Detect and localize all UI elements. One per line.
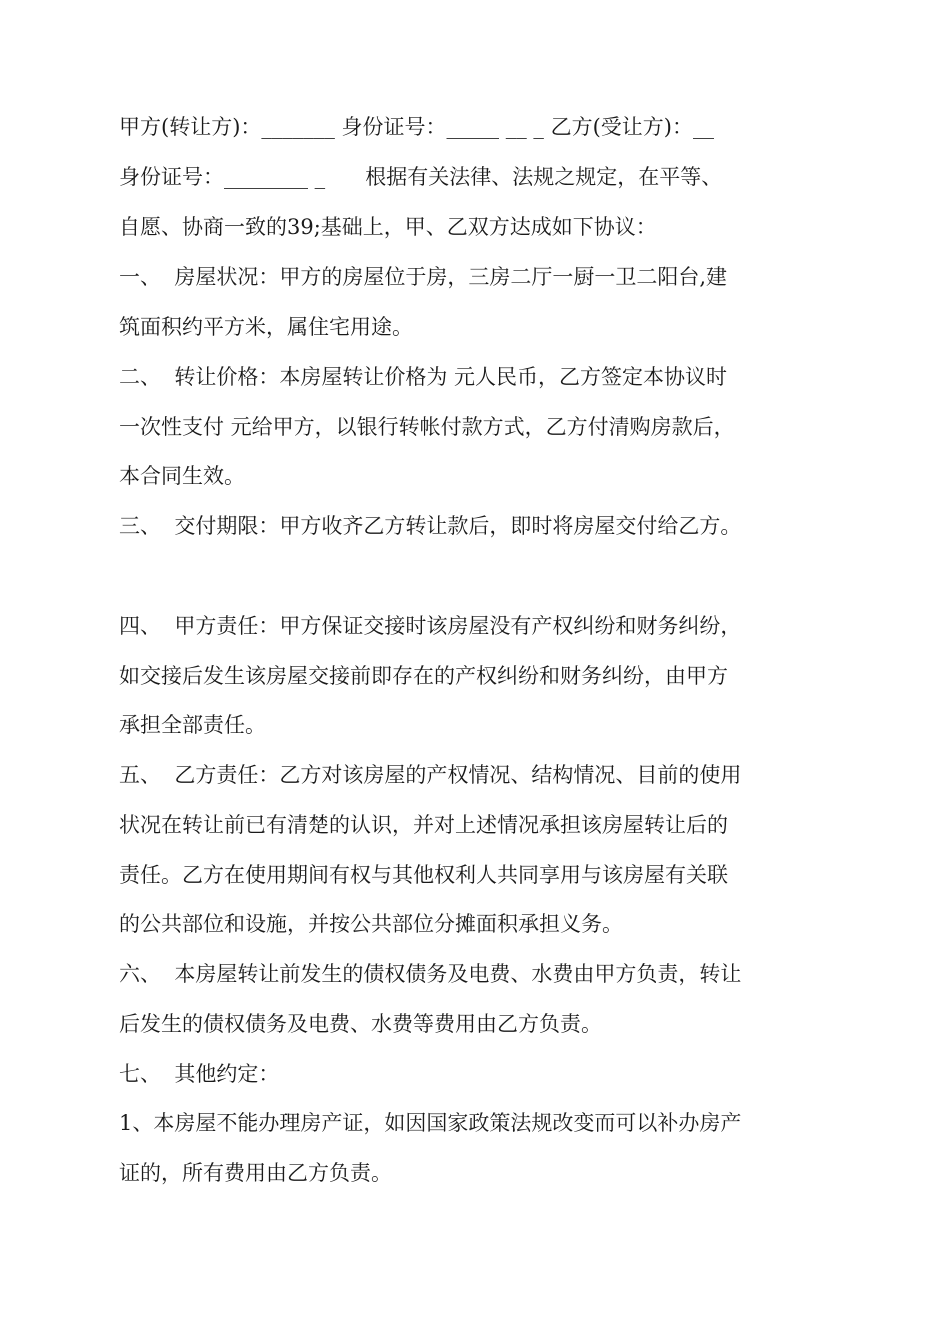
text-line: 自愿、协商一致的39;基础上，甲、乙双方达成如下协议： [119, 215, 657, 239]
text-line: 四、 甲方责任：甲方保证交接时该房屋没有产权纠纷和财务纠纷， [119, 614, 742, 638]
text-line: 二、 转让价格：本房屋转让价格为 元人民币，乙方签定本协议时 [119, 365, 728, 389]
text-line: 甲方(转让方)：_______ 身份证号：_____ __ _ 乙方(受让方)：__ [119, 115, 714, 139]
text-line: 责任。乙方在使用期间有权与其他权利人共同享用与该房屋有关联 [119, 863, 728, 887]
text-line: 六、 本房屋转让前发生的债权债务及电费、水费由甲方负责，转让 [119, 962, 742, 986]
text-line: 筑面积约平方米，属住宅用途。 [119, 315, 413, 339]
text-line: 如交接后发生该房屋交接前即存在的产权纠纷和财务纠纷，由甲方 [119, 664, 728, 688]
text-line: 1、本房屋不能办理房产证，如因国家政策法规改变而可以补办房产 [119, 1111, 742, 1135]
text-line: 的公共部位和设施，并按公共部位分摊面积承担义务。 [119, 912, 623, 936]
text-line: 本合同生效。 [119, 464, 245, 488]
text-line: 三、 交付期限：甲方收齐乙方转让款后，即时将房屋交付给乙方。 [119, 514, 742, 538]
text-line: 五、 乙方责任：乙方对该房屋的产权情况、结构情况、目前的使用 [119, 763, 742, 787]
text-line: 承担全部责任。 [119, 713, 266, 737]
text-line: 七、 其他约定： [119, 1062, 280, 1086]
text-line: 状况在转让前已有清楚的认识，并对上述情况承担该房屋转让后的 [119, 813, 728, 837]
text-line: 一次性支付 元给甲方，以银行转帐付款方式，乙方付清购房款后， [119, 415, 735, 439]
text-line: 后发生的债权债务及电费、水费等费用由乙方负责。 [119, 1012, 602, 1036]
text-line: 一、 房屋状况：甲方的房屋位于房，三房二厅一厨一卫二阳台,建 [119, 265, 728, 289]
text-line: 身份证号：________ _ 根据有关法律、法规之规定，在平等、 [119, 165, 723, 189]
text-line: 证的，所有费用由乙方负责。 [119, 1161, 392, 1185]
